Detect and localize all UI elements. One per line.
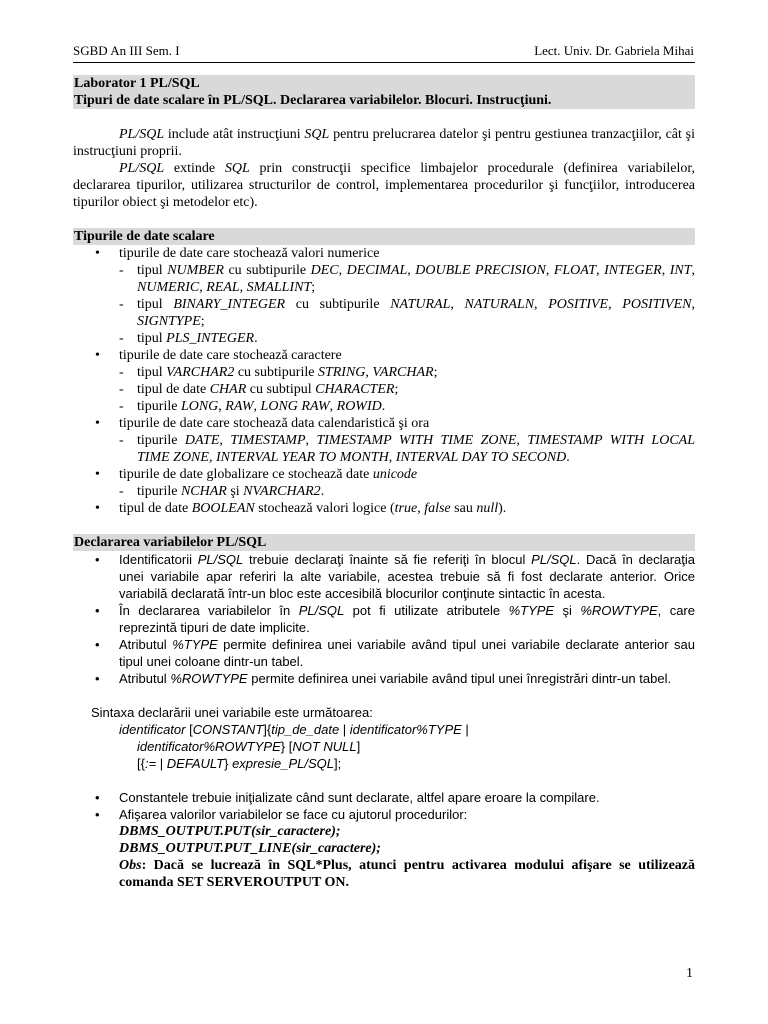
list-item: • Afişarea valorilor variabilelor se face cu ajutorul procedurilor: [95,807,468,822]
lab-subtitle: Tipuri de date scalare în PL/SQL. Declararea variabilelor. Blocuri. Instrucţiuni. [74,93,552,108]
list-item: • În declararea variabilelor în PL/SQL pot fi utilizate atributele %TYPE şi %ROWTYPE, care reprezintă tipuri de date implicite. [95,603,695,635]
sub-list-item: - tipul VARCHAR2 cu subtipurile STRING, VARCHAR; [119,365,438,380]
section-heading-scalar: Tipurile de date scalare [73,228,695,245]
obs-label: Obs [119,858,142,873]
section-heading-declarations: Declararea variabilelor PL/SQL [73,534,695,551]
syntax-line-1: identificator [CONSTANT]{tip_de_date | identificator%TYPE | [119,722,469,737]
page-content [73,72,695,891]
procedure-put-line: DBMS_OUTPUT.PUT_LINE(sir_caractere); [119,841,381,856]
header-rule [73,62,695,63]
sub-list-item: - tipul de date CHAR cu subtipul CHARACTER; [119,382,399,397]
header-author: Lect. Univ. Dr. Gabriela Mihai [534,43,694,58]
obs-note: Obs: Dacă se lucrează în SQL*Plus, atunci pentru activarea modului afişare se utilizează comanda SET SERVEROUTPUT ON. [119,858,695,890]
list-item: • tipul de date BOOLEAN stochează valori logice (true, false sau null). [95,501,507,516]
intro-paragraph-2: PL/SQL extinde SQL prin construcţii specifice limbajelor procedurale (definirea variabilelor, declararea tipurilor, utilizarea structurilor de control, implementarea procedurilor şi funcţiilor, introducerea tipurilor obiect şi metodelor etc). [73,161,696,210]
list-item: • tipurile de date care stochează valori numerice [95,246,380,261]
list-item: • Constantele trebuie iniţializate când sunt declarate, altfel apare eroare la compilare. [95,790,600,805]
sub-list-item: - tipurile DATE, TIMESTAMP, TIMESTAMP WITH TIME ZONE, TIMESTAMP WITH LOCAL TIME ZONE, INTERVAL YEAR TO MONTH, INTERVAL DAY TO SECOND. [119,433,695,465]
procedure-put: DBMS_OUTPUT.PUT(sir_caractere); [119,824,341,839]
sub-list-item: - tipul NUMBER cu subtipurile DEC, DECIMAL, DOUBLE PRECISION, FLOAT, INTEGER, INT, NUMERIC, REAL, SMALLINT; [119,263,695,295]
list-item: • tipurile de date globalizare ce stochează date unicode [95,467,418,482]
sub-list-item: - tipul BINARY_INTEGER cu subtipurile NATURAL, NATURALN, POSITIVE, POSITIVEN, SIGNTYPE; [119,297,695,329]
page-number: 1 [686,966,693,981]
syntax-intro: Sintaxa declarării unei variabile este următoarea: [91,705,373,720]
list-item: • Identificatorii PL/SQL trebuie declaraţi înainte să fie referiţi în blocul PL/SQL. Dacă în declaraţia unei variabile apar referiri la alte variabile, acestea trebuie să fi fost declarate anterior. Orice variabilă declarată într-un bloc este accesibilă blocurilor conţinute sintactic în acesta. [95,552,696,601]
sub-list-item: - tipul PLS_INTEGER. [119,331,258,346]
lab-title: Laborator 1 PL/SQL [74,76,200,91]
sub-list-item: - tipurile LONG, RAW, LONG RAW, ROWID. [119,399,386,414]
list-item: • tipurile de date care stochează caractere [95,348,342,363]
header-course: SGBD An III Sem. I [73,43,180,58]
syntax-line-3: [{:= | DEFAULT} expresie_PL/SQL]; [137,756,342,771]
intro-paragraph-1: PL/SQL include atât instrucţiuni SQL pentru prelucrarea datelor şi pentru gestiunea tranzacţiilor, cât şi instrucţiuni proprii. [73,127,695,159]
list-item: • Atributul %ROWTYPE permite definirea unei variabile având tipul unei înregistrări dintr-un tabel. [95,671,672,686]
sub-list-item: - tipurile NCHAR şi NVARCHAR2. [119,484,325,499]
list-item: • Atributul %TYPE permite definirea unei variabile având tipul unei variabile declarate anterior sau tipul unei coloane dintr-un tabel. [95,637,695,669]
list-item: • tipurile de date care stochează data calendaristică şi ora [95,416,430,431]
title-band [73,75,695,109]
syntax-line-2: identificator%ROWTYPE} [NOT NULL] [137,739,361,754]
